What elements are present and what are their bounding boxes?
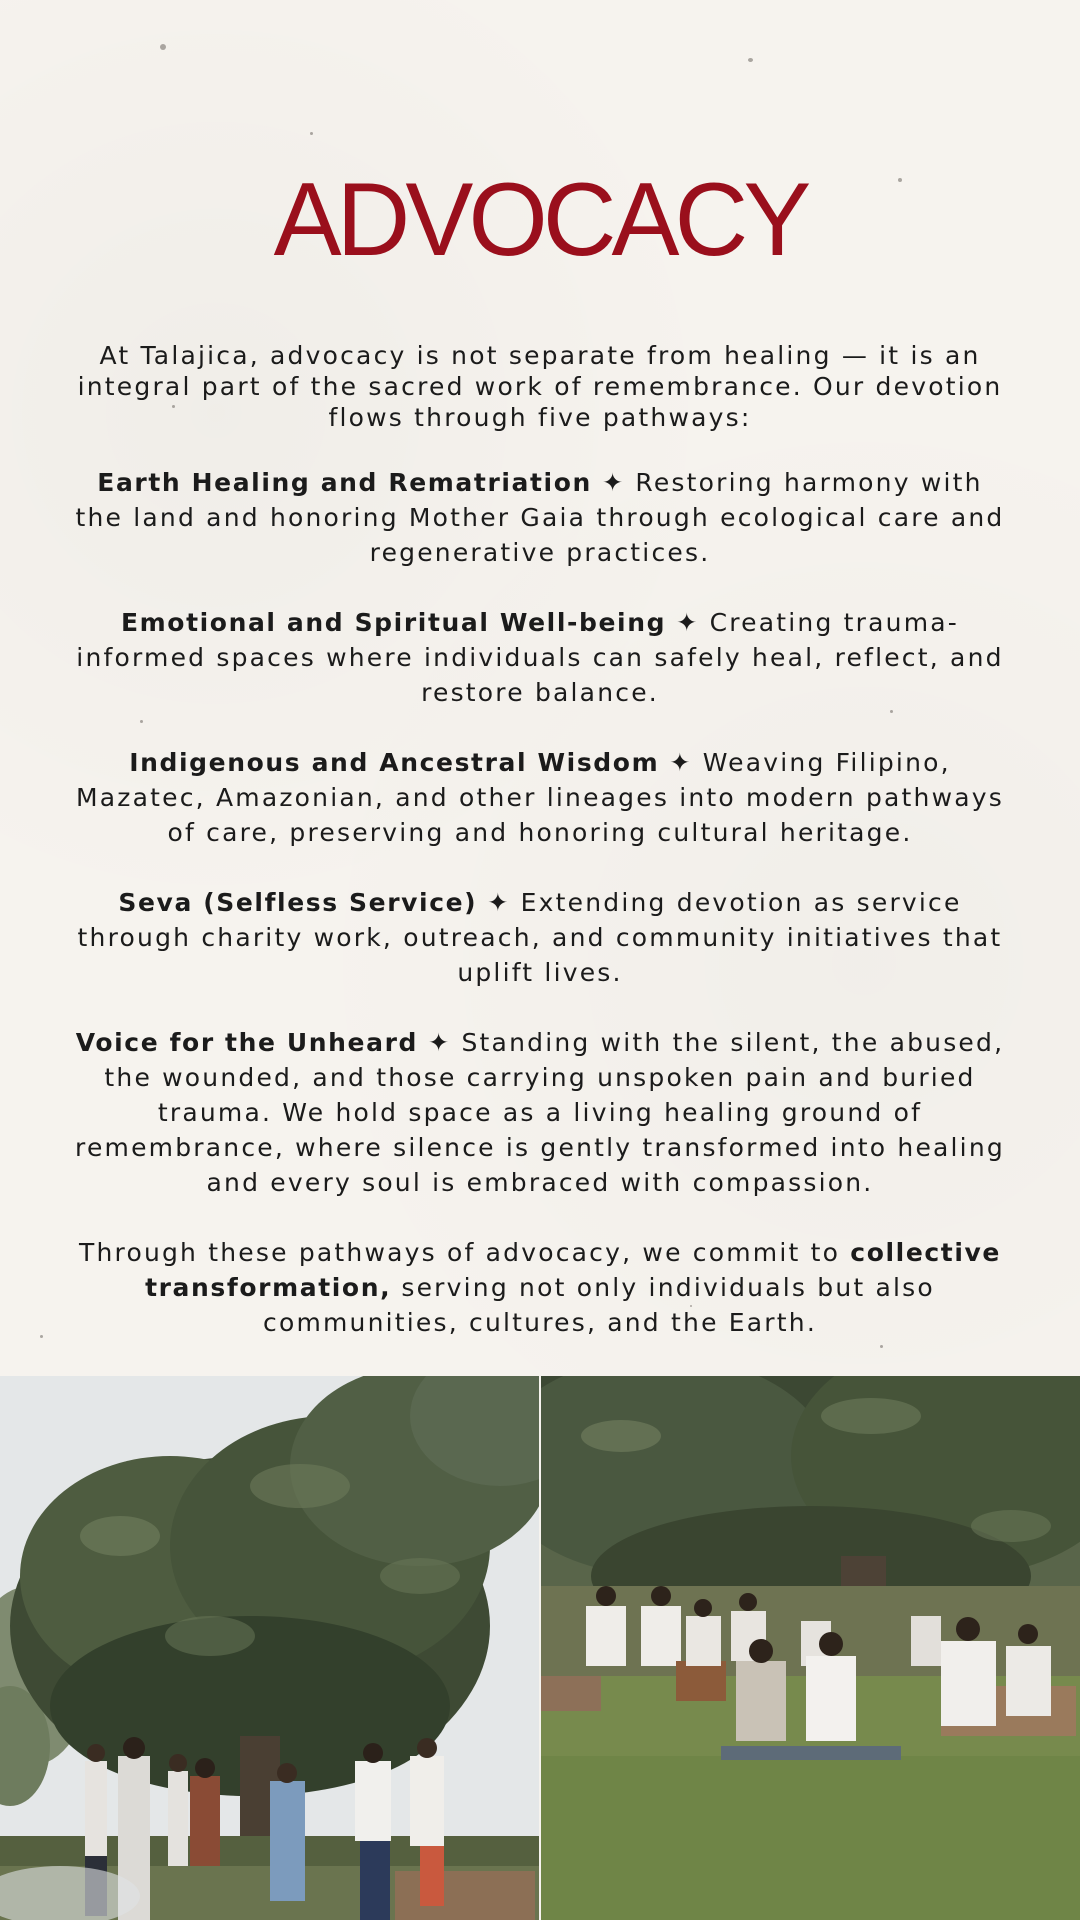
pathway-description: Standing with the silent, the abused, the wounded, and those carrying unspoken pain and buried trauma. We hold space as a living healing ground of remembrance, where silence is gently transformed into healing and every soul is embraced with compassion. bbox=[75, 1028, 1005, 1197]
closing-emphasis: collective transformation, bbox=[145, 1238, 1001, 1302]
pathway-description: Extending devotion as service through charity work, outreach, and community initiatives that uplift lives. bbox=[77, 888, 1003, 987]
pathway-description: Restoring harmony with the land and honoring Mother Gaia through ecological care and regenerative practices. bbox=[75, 468, 1005, 567]
pathway-earth-healing bbox=[70, 465, 1010, 570]
sparkle-icon: ✦ bbox=[428, 1028, 452, 1057]
photo-seated-group bbox=[541, 1376, 1080, 1920]
pathway-name: Emotional and Spiritual Well-being bbox=[120, 608, 667, 637]
advocacy-text bbox=[70, 340, 1010, 1340]
page-title: ADVOCACY bbox=[273, 162, 807, 278]
pathway-seva bbox=[70, 885, 1010, 990]
sparkle-icon: ✦ bbox=[602, 468, 626, 497]
closing-paragraph: Through these pathways of advocacy, we commit to collective transformation, serving not only individuals but also communities, cultures, and the Earth. bbox=[79, 1238, 1001, 1337]
pathway-emotional-wellbeing bbox=[70, 605, 1010, 710]
pathway-ancestral-wisdom bbox=[70, 745, 1010, 850]
pathway-name: Seva (Selfless Service) bbox=[118, 888, 478, 917]
pathway-description: Creating trauma-informed spaces where individuals can safely heal, reflect, and restore balance. bbox=[76, 608, 1004, 707]
pathway-name: Indigenous and Ancestral Wisdom bbox=[129, 748, 660, 777]
intro-paragraph: At Talajica, advocacy is not separate from healing — it is an integral part of the sacred work of remembrance. Our devotion flows through five pathways: bbox=[77, 341, 1003, 432]
pathway-voice-unheard bbox=[70, 1025, 1010, 1200]
sparkle-icon: ✦ bbox=[669, 748, 693, 777]
sparkle-icon: ✦ bbox=[676, 608, 700, 637]
photo-group-under-tree bbox=[0, 1376, 539, 1920]
pathway-description: Weaving Filipino, Mazatec, Amazonian, and other lineages into modern pathways of care, preserving and honoring cultural heritage. bbox=[76, 748, 1004, 847]
sparkle-icon: ✦ bbox=[487, 888, 511, 917]
pathway-name: Earth Healing and Rematriation bbox=[97, 468, 592, 497]
pathway-name: Voice for the Unheard bbox=[75, 1028, 419, 1057]
